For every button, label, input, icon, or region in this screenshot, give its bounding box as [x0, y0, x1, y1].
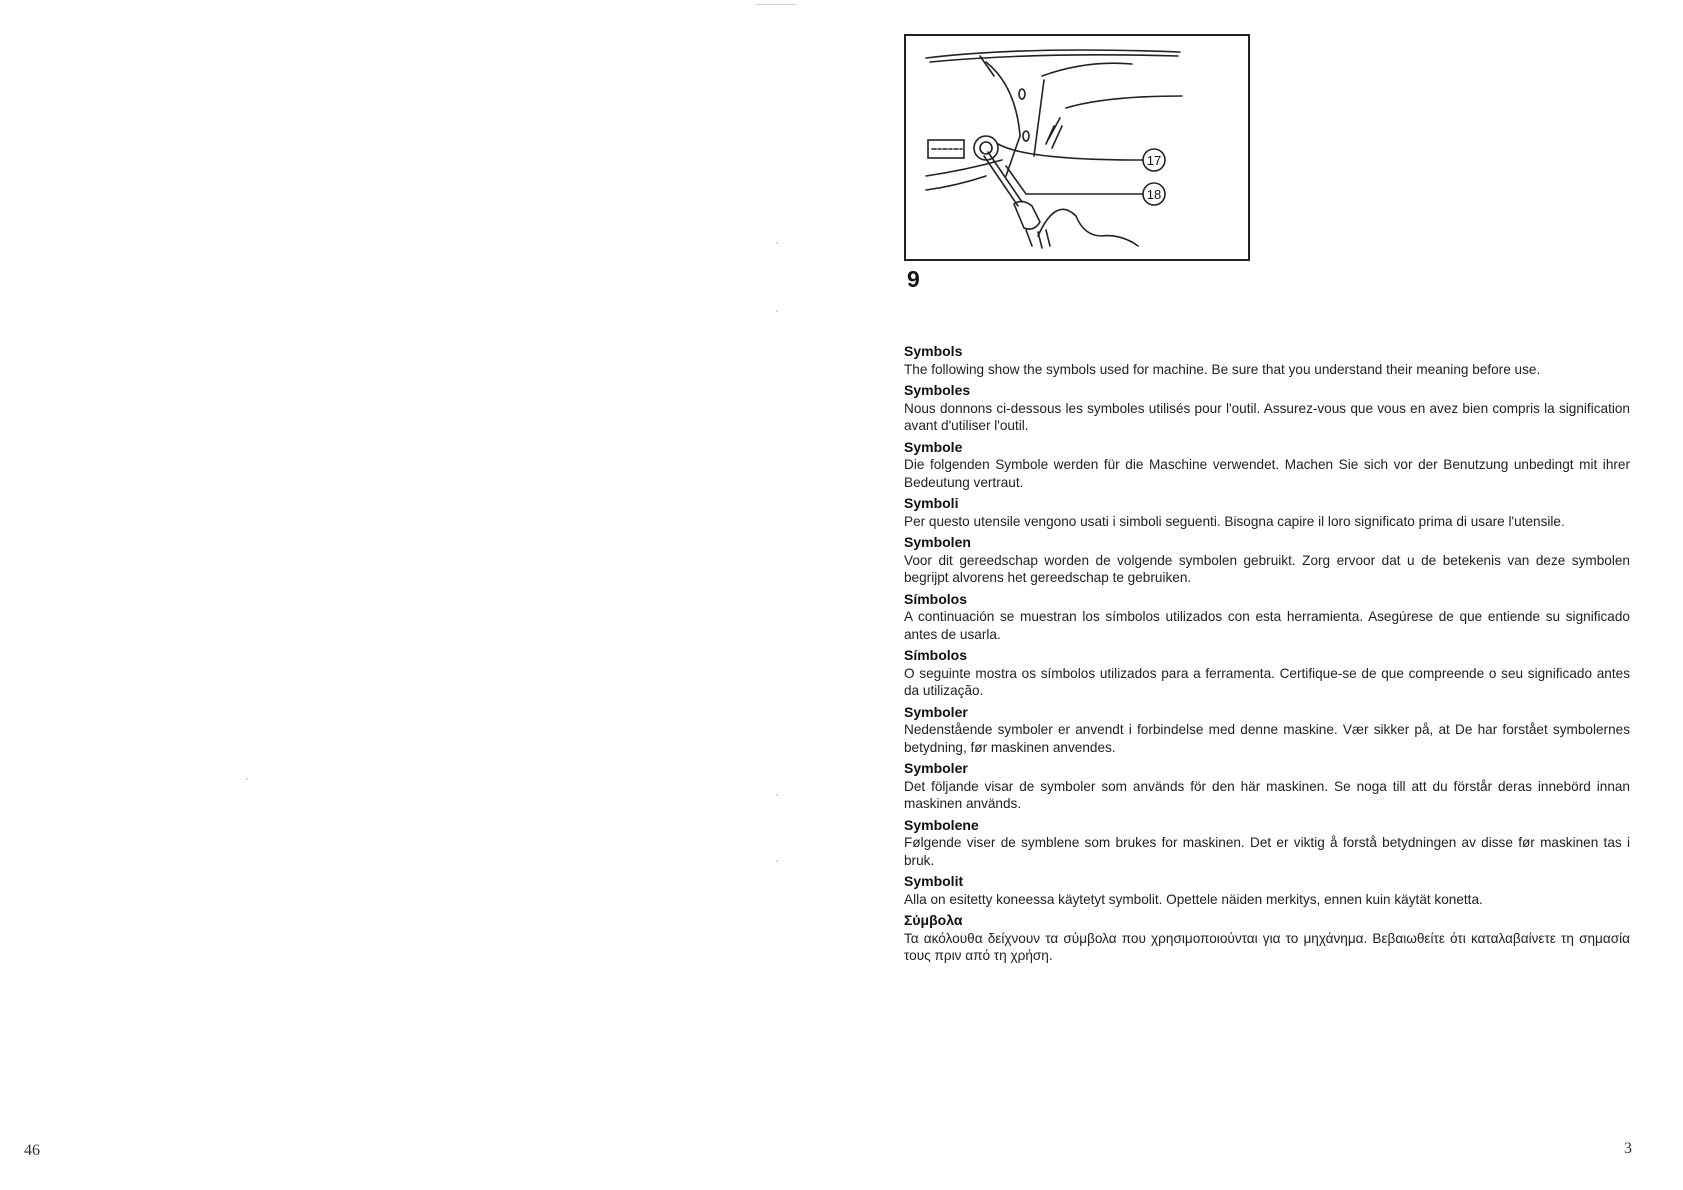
section-body: Nedenstående symboler er anvendt i forbindelse med denne maskine. Vær sikker på, at De har forstået symbolernes betydning, før maskinen anvendes. — [904, 722, 1630, 755]
base-line — [926, 176, 986, 190]
housing-panel — [1066, 96, 1182, 108]
figure-9-illustration — [904, 34, 1250, 261]
symbols-section-es — [904, 591, 1630, 644]
scan-speck — [776, 242, 778, 244]
section-body: O seguinte mostra os símbolos utilizados para a ferramenta. Certifique-se de que compreende o seu significado antes da utilização. — [904, 665, 1630, 698]
symbols-section-da — [904, 704, 1630, 757]
tool-body-edge — [926, 50, 1180, 58]
callout-18: 18 — [1146, 187, 1162, 202]
section-heading: Σύμβολα — [904, 912, 963, 928]
symbols-section-fi — [904, 873, 1630, 908]
left-page — [0, 0, 841, 1190]
symbols-section-it — [904, 495, 1630, 530]
screwdriver-shaft — [988, 152, 1022, 202]
section-heading: Symboler — [904, 760, 968, 776]
callout-17: 17 — [1146, 153, 1162, 168]
vent-slots — [1046, 118, 1062, 148]
page-number-left: 46 — [24, 1142, 40, 1159]
figure-number: 9 — [907, 266, 920, 292]
section-body: Voor dit gereedschap worden de volgende symbolen gebruikt. Zorg ervoor dat u de betekenis van deze symbolen begrijpt alvorens het gereedschap te gebruiken. — [904, 552, 1630, 585]
scan-mark — [756, 4, 796, 5]
symbols-section-no — [904, 817, 1630, 870]
symbols-section-nl — [904, 534, 1630, 587]
leader-line-18 — [1006, 166, 1142, 194]
section-body: Alla on esitetty koneessa käytetyt symbolit. Opettele näiden merkitys, ennen kuin käytät konetta. — [904, 891, 1483, 907]
adjusting-screw — [974, 136, 998, 160]
screwdriver-shaft — [984, 156, 1018, 206]
leader-line-17 — [998, 144, 1142, 160]
section-heading: Symboles — [904, 382, 971, 398]
scan-speck — [246, 778, 248, 780]
section-body: Per questo utensile vengono usati i simboli seguenti. Bisogna capire il loro significato prima di usare l'utensile. — [904, 513, 1565, 529]
screw-hole — [1023, 131, 1029, 141]
section-heading: Symbols — [904, 343, 963, 359]
page-number-right: 3 — [1624, 1140, 1632, 1157]
symbols-section-de — [904, 439, 1630, 492]
section-body: Τα ακόλουθα δείχνουν τα σύμβολα που χρησιμοποιούνται για το μηχάνημα. Βεβαιωθείτε ότι καταλαβαίνετε τη σημασία τους πριν από τη χρήση. — [904, 930, 1630, 963]
finger-lines — [1026, 230, 1050, 248]
section-body: The following show the symbols used for machine. Be sure that you understand their meaning before use. — [904, 361, 1541, 377]
section-heading: Symbolen — [904, 534, 971, 550]
scan-speck — [776, 860, 778, 862]
adjusting-screw-center — [980, 142, 992, 154]
section-heading: Símbolos — [904, 647, 968, 663]
section-heading: Symboler — [904, 703, 968, 720]
scan-speck — [776, 310, 778, 312]
section-heading: Symboli — [904, 495, 959, 511]
section-body: Det följande visar de symboler som används för den här maskinen. Se noga till att du förstår deras innebörd innan maskinen används. — [904, 778, 1630, 811]
tool-clip — [980, 56, 994, 76]
section-heading: Símbolos — [904, 590, 968, 607]
scan-speck — [776, 794, 778, 796]
section-body: Die folgenden Symbole werden für die Maschine verwendet. Machen Sie sich vor der Benutzung unbedingt mit ihrer Bedeutung vertraut. — [904, 457, 1630, 490]
base-line — [926, 160, 1002, 176]
symbols-section-pt — [904, 647, 1630, 700]
section-heading: Symbolene — [904, 816, 979, 833]
symbols-text-column — [904, 343, 1630, 969]
housing-panel — [1042, 63, 1132, 76]
symbols-section-el — [904, 912, 1630, 965]
symbols-section-en — [904, 343, 1630, 378]
screw-hole — [1019, 89, 1025, 99]
section-heading: Symbolit — [904, 873, 964, 889]
section-body: Nous donnons ci-dessous les symboles utilisés pour l'outil. Assurez-vous que vous en avez bien compris la signification avant d'utiliser l'outil. — [904, 400, 1630, 433]
symbols-section-sv — [904, 760, 1630, 813]
right-page — [841, 0, 1683, 1190]
section-body: Følgende viser de symblene som brukes for maskinen. Det er viktig å forstå betydningen av disse før maskinen tas i bruk. — [904, 835, 1630, 868]
tool-body-edge — [930, 55, 1178, 62]
hand-outline — [1038, 209, 1138, 246]
symbols-section-fr — [904, 382, 1630, 435]
section-heading: Symbole — [904, 438, 963, 455]
section-body: A continuación se muestran los símbolos utilizados con esta herramienta. Asegúrese de que entiende su significado antes de usarla. — [904, 609, 1630, 642]
drill-adjustment-drawing — [906, 36, 1248, 259]
housing-panel — [1034, 80, 1044, 156]
